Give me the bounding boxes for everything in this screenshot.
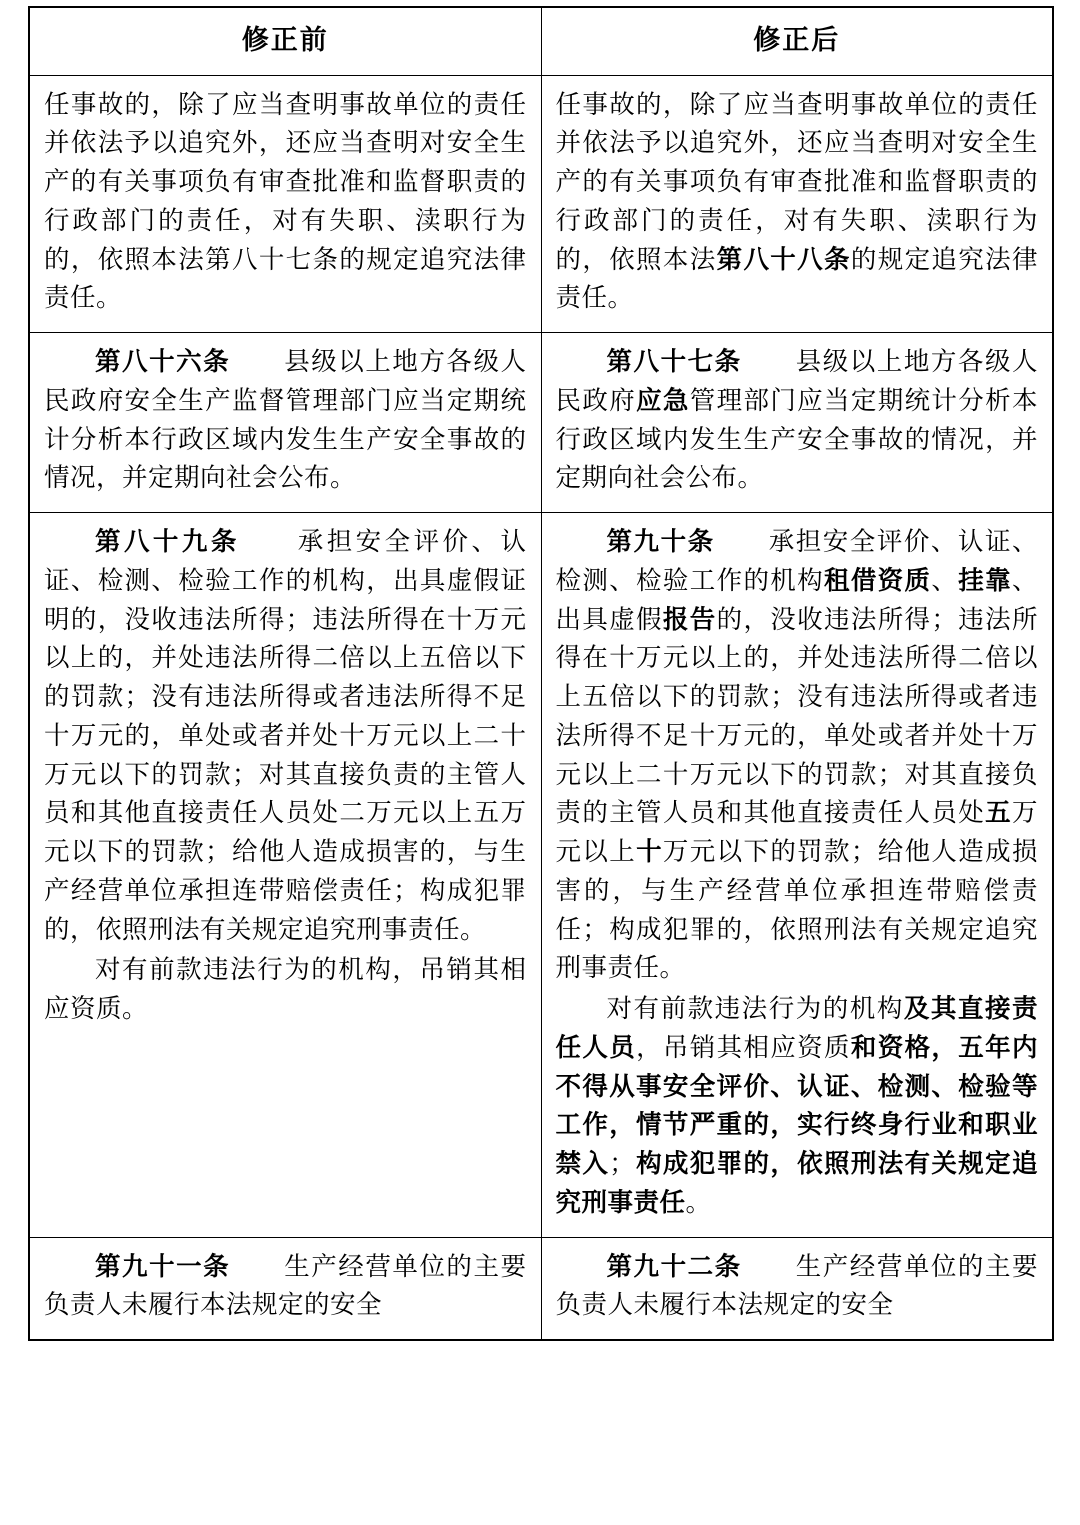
body-text: 县级以上地方各级人民政府: [555, 347, 1038, 415]
amended-text: 和资格，五年内不得从事安全评价、认证、检测、检验等工作，情节严重的，实行终身行业和职业禁入: [555, 1032, 1038, 1178]
paragraph: [44, 343, 527, 498]
amended-text: 十: [636, 837, 663, 866]
body-text: 承担安全评价、认证、检测、检验工作的机构，出具虚假证明的，没收违法所得；违法所得在十万元以上的，并处违法所得二倍以上五倍以下的罚款；没有违法所得或者违法所得不足十万元的，单处或者并处十万元以上二十万元以下的罚款；对其直接负责的主管人员和其他直接责任人员处二万元以上五万元以下的罚款；给他人造成损害的，与生产经营单位承担连带赔偿责任；构成犯罪的，依照刑法有关规定追究刑事责任。: [44, 527, 527, 944]
body-text: 万元以下的罚款；给他人造成损害的，与生产经营单位承担连带赔偿责任；构成犯罪的，依照刑法有关规定追究刑事责任。: [555, 837, 1038, 983]
amended-text: 报告: [662, 604, 717, 634]
paragraph: [556, 990, 1039, 1223]
amended-text: 五: [985, 798, 1012, 828]
paragraph: [556, 523, 1039, 988]
body-text: 、: [931, 565, 959, 595]
paragraph: [556, 1248, 1039, 1326]
paragraph: [44, 951, 527, 1029]
body-text: 任事故的，除了应当查明事故单位的责任并依法予以追究外，还应当查明对安全生产的有关事项负有审查批准和监督职责的行政部门的责任，对有失职、渎职行为的，依照本法: [555, 89, 1038, 274]
body-text: 对有前款违法行为的机构，吊销其相应资质。: [44, 955, 527, 1023]
column-header-after: 修正后: [541, 7, 1053, 75]
header-row: [29, 7, 1053, 75]
body-text: 县级以上地方各级人民政府安全生产监督管理部门应当定期统计分析本行政区域内发生生产安全事故的情况，并定期向社会公布。: [44, 347, 527, 493]
body-text: ，吊销其相应资质: [636, 1032, 851, 1062]
table-row: [29, 333, 1053, 513]
paragraph: [44, 86, 527, 319]
cell-before: [29, 513, 541, 1238]
cell-after: [541, 513, 1053, 1238]
body-text: 承担安全评价、认证、检测、检验工作的机构: [555, 527, 1038, 595]
amended-text: 第八十九条: [95, 527, 240, 556]
body-text: 任事故的，除了应当查明事故单位的责任并依法予以追究外，还应当查明对安全生产的有关事项负有审查批准和监督职责的行政部门的责任，对有失职、渎职行为的，依照本法第八十七条的规定追究法律责任。: [44, 89, 527, 313]
amended-text: 第九十二条: [606, 1251, 742, 1281]
table-row: [29, 1237, 1053, 1340]
cell-after: [541, 1237, 1053, 1340]
body-text: 的规定追究法律责任。: [555, 244, 1038, 313]
paragraph: [556, 343, 1039, 498]
amended-text: 及其直接责任人员: [555, 994, 1038, 1062]
amended-text: 第八十八条: [716, 244, 851, 274]
body-text: 、出具虚假: [555, 565, 1038, 634]
body-text: 生产经营单位的主要负责人未履行本法规定的安全: [44, 1251, 527, 1320]
body-text: 万元以上: [555, 798, 1038, 866]
paragraph: [556, 86, 1039, 319]
cell-after: [541, 75, 1053, 333]
amended-text: 第八十六条: [95, 347, 231, 376]
body-text: 的，没收违法所得；违法所得在十万元以上的，并处违法所得二倍以上五倍以下的罚款；没有违法所得或者违法所得不足十万元的，单处或者并处十万元以上二十万元以下的罚款；对其直接负责的主管人员和其他直接责任人员处: [555, 604, 1038, 828]
amended-text: 构成犯罪的，依照刑法有关规定追究刑事责任: [555, 1149, 1038, 1217]
body-text: 对有前款违法行为的机构: [606, 994, 904, 1023]
table-row: [29, 75, 1053, 333]
cell-after: [541, 333, 1053, 513]
table-body: [29, 75, 1053, 1340]
body-text: 。: [685, 1187, 712, 1217]
paragraph: [44, 1248, 527, 1326]
amended-text: 第九十一条: [95, 1251, 231, 1281]
amended-text: 租借资质: [823, 565, 932, 595]
column-header-before: 修正前: [29, 7, 541, 75]
paragraph: [44, 523, 527, 949]
body-text: ；: [609, 1149, 636, 1178]
amended-text: 第八十七条: [606, 347, 742, 376]
cell-before: [29, 333, 541, 513]
comparison-table: [28, 6, 1054, 1341]
cell-before: [29, 1237, 541, 1340]
body-text: 生产经营单位的主要负责人未履行本法规定的安全: [555, 1251, 1038, 1320]
table-header: [29, 7, 1053, 75]
amended-text: 第九十条: [606, 527, 715, 556]
body-text: 管理部门应当定期统计分析本行政区域内发生生产安全事故的情况，并定期向社会公布。: [555, 385, 1038, 493]
amended-text: 应急: [636, 385, 690, 415]
cell-before: [29, 75, 541, 333]
table-row: [29, 513, 1053, 1238]
amended-text: 挂靠: [958, 565, 1012, 595]
